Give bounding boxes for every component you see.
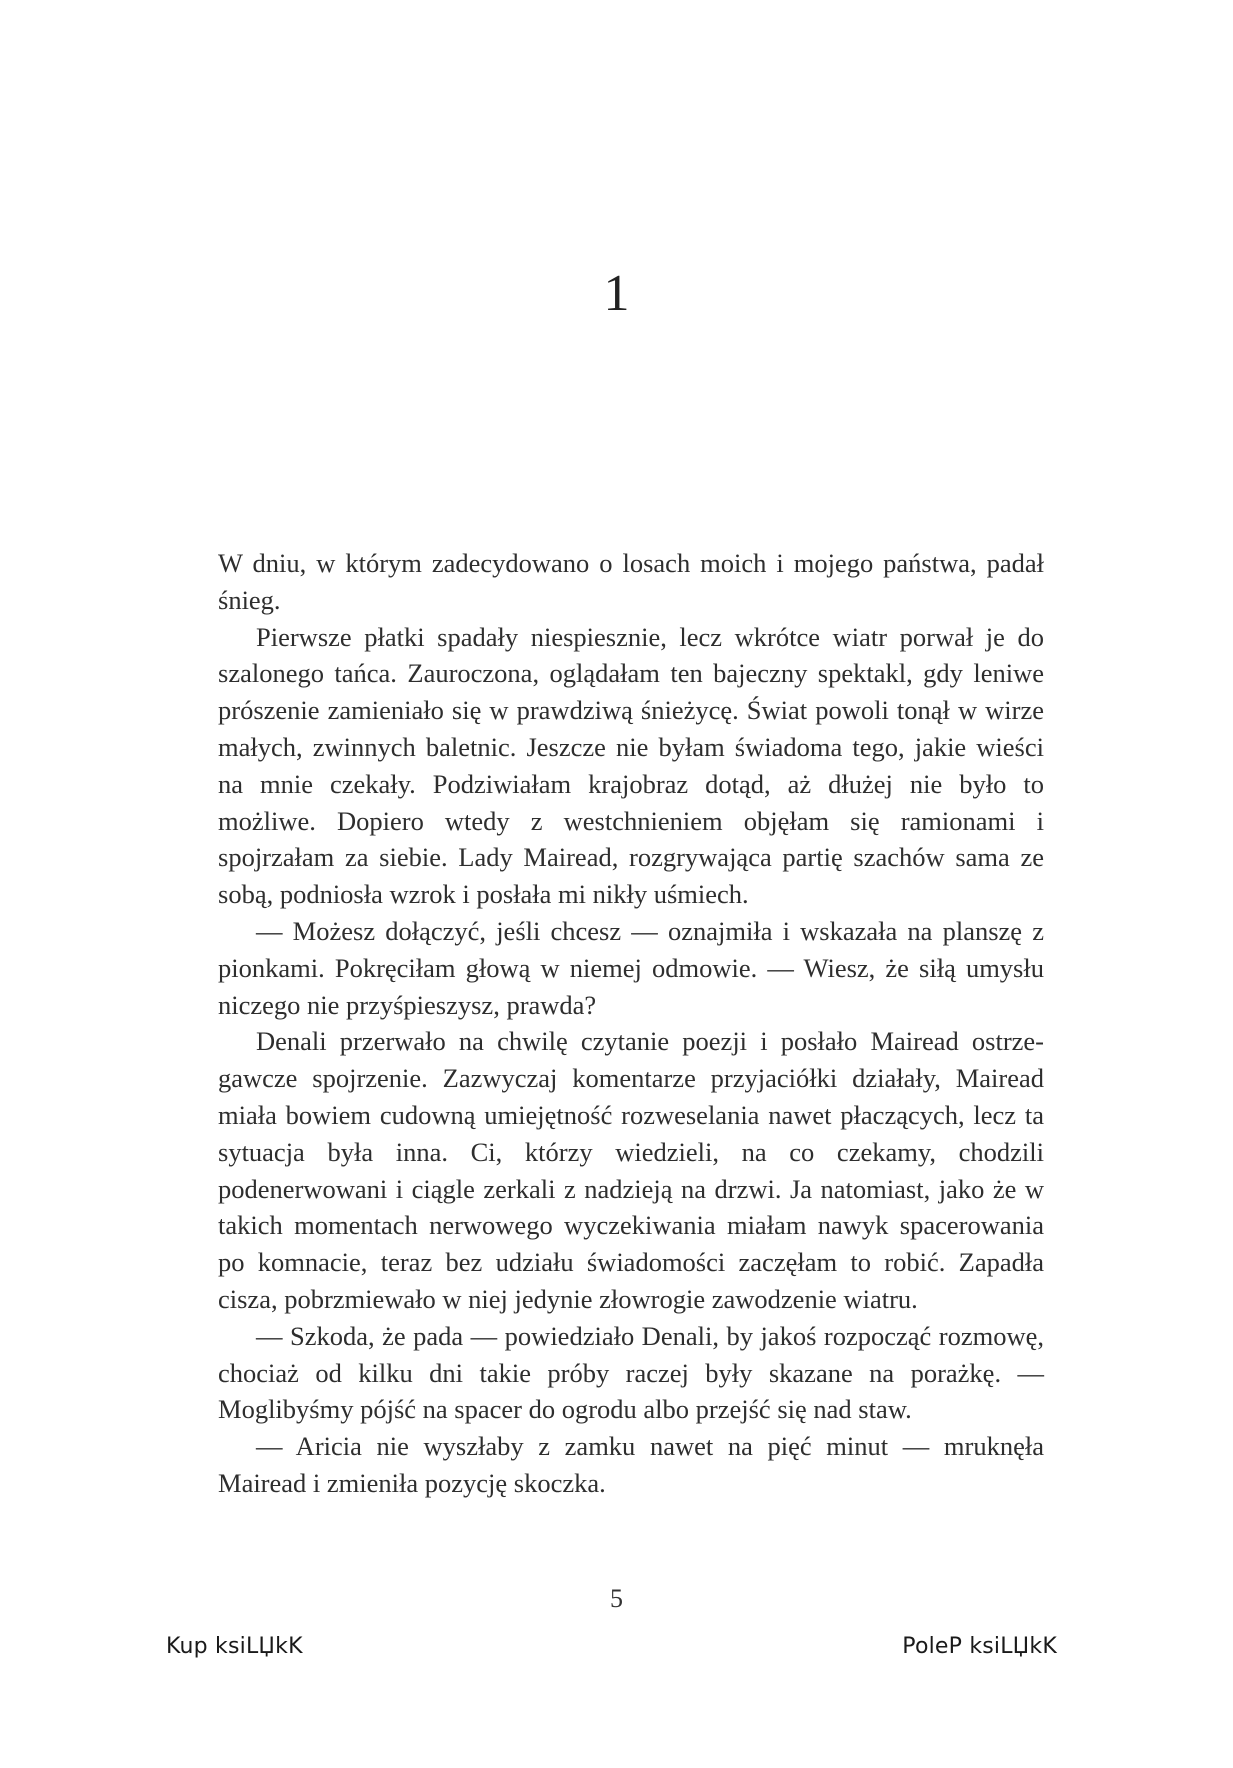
paragraph: — Aricia nie wyszłaby z zamku nawet na pięć minut — mruknęła Mairead i zmieniła pozycję skoczka.: [218, 1431, 1044, 1498]
paragraph: — Szkoda, że pada — powiedziało Denali, by jakoś rozpocząć rozmowę, chociaż od kilku dni takie próby raczej były skazane na porażkę. — Moglibyśmy pójść na spacer do ogrodu albo przejść się nad staw.: [218, 1320, 1044, 1425]
chapter-body: [218, 545, 1044, 1502]
buy-book-link[interactable]: Kup ksiLЏkK: [166, 1634, 303, 1659]
paragraph: Denali przerwało na chwilę czytanie poezji i posłało Mairead ostrzegawcze spojrzenie. Zazwyczaj komentarze przyjaciółki działały, Mairead miała bowiem cudowną umiejętność rozweselania nawet płaczących, lecz ta sytuacja była inna. Ci, którzy wiedzieli, na co czekamy, chodzili podenerwowani i ciągle zerkali z nadzieją na drzwi. Ja natomiast, jako że w takich momentach nerwowego wyczekiwania miałam nawyk spacerowania po komnacie, teraz bez udziału świadomości zaczęłam to robić. Zapadła cisza, pobrzmiewało w niej jedynie złowrogie zawodzenie wiatru.: [218, 1026, 1044, 1314]
paragraph: W dniu, w którym zadecydowano o losach moich i mojego państwa, padał śnieg.: [218, 548, 1044, 615]
recommend-book-link[interactable]: PoleP ksiLЏkK: [902, 1634, 1057, 1659]
paragraph: Pierwsze płatki spadały niespiesznie, lecz wkrótce wiatr porwał je do szalonego tańca. Zauroczona, oglądałam ten bajeczny spektakl, gdy leniwe prószenie zamieniało się w prawdziwą śnieżycę. Świat powoli tonął w wirze małych, zwinnych baletnic. Jeszcze nie byłam świadoma tego, jakie wieści na mnie czekały. Podziwiałam krajobraz dotąd, aż dłużej nie było to możliwe. Dopiero wtedy z westchnieniem objęłam się ramionami i spojrzałam za siebie. Lady Mairead, rozgrywająca partię szachów sama ze sobą, podniosła wzrok i posłała mi nikły uśmiech.: [218, 621, 1044, 910]
chapter-number: 1: [603, 265, 630, 322]
paragraph: — Możesz dołączyć, jeśli chcesz — oznajmiła i wskazała na planszę z pionkami. Pokręciłam głową w niemej odmowie. — Wiesz, że siłą umysłu niczego nie przyśpieszysz, prawda?: [218, 915, 1044, 1020]
page-number: 5: [610, 1584, 623, 1613]
